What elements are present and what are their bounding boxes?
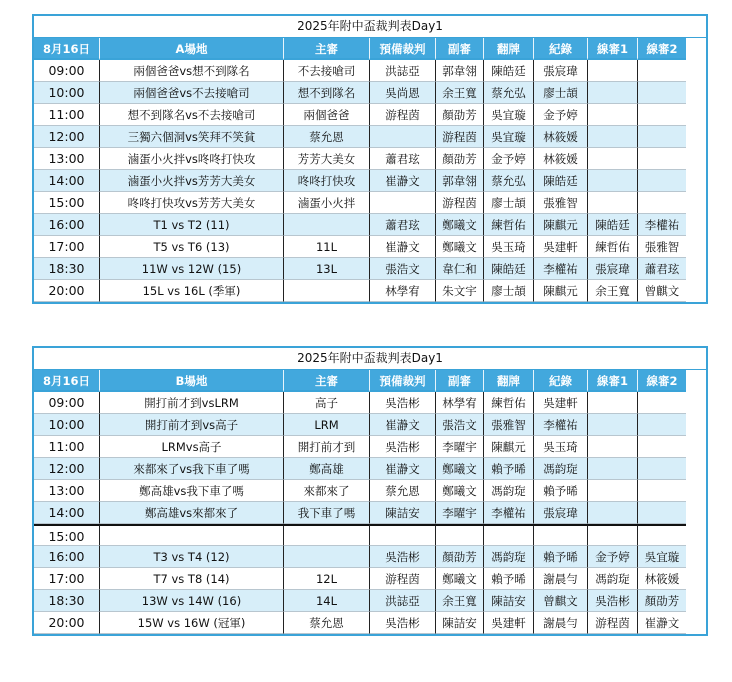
table-cell: 顏劭芳	[436, 546, 484, 568]
time-cell: 15:00	[34, 192, 100, 214]
table-cell: 賴予晞	[534, 480, 588, 502]
table-cell: 顏劭芳	[436, 148, 484, 170]
table-cell: 張雅智	[484, 414, 534, 436]
table-cell: 林筱媛	[534, 148, 588, 170]
table-cell	[638, 126, 686, 148]
table-cell: 練哲佑	[484, 214, 534, 236]
table-cell	[588, 60, 638, 82]
table-cell	[534, 524, 588, 546]
table-cell: 張宸瑋	[534, 502, 588, 524]
table-cell	[484, 524, 534, 546]
table-cell: 林筱媛	[638, 568, 686, 590]
table-cell	[638, 458, 686, 480]
table-cell: 張浩文	[370, 258, 436, 280]
table-cell: 廖士頡	[484, 192, 534, 214]
table-cell	[638, 502, 686, 524]
table-cell: 蕭君玹	[370, 214, 436, 236]
table-cell	[638, 480, 686, 502]
table-cell	[588, 480, 638, 502]
table-cell: 吳建軒	[534, 392, 588, 414]
column-header: 副審	[436, 38, 484, 60]
time-cell: 11:00	[34, 104, 100, 126]
table-cell: 林筱媛	[534, 126, 588, 148]
table-cell	[284, 214, 370, 236]
table-cell: 金予婷	[534, 104, 588, 126]
table-cell: 吳宜璇	[484, 126, 534, 148]
time-cell: 18:30	[34, 258, 100, 280]
table-cell	[588, 524, 638, 546]
table-cell: 顏劭芳	[638, 590, 686, 612]
table-cell: 陳皓廷	[534, 170, 588, 192]
table-cell	[588, 82, 638, 104]
time-cell: 18:30	[34, 590, 100, 612]
table-title: 2025年附中盃裁判表Day1	[34, 16, 706, 38]
table-cell: 練哲佑	[588, 236, 638, 258]
match-cell: 兩個爸爸vs想不到隊名	[100, 60, 284, 82]
table-cell: 吳建軒	[484, 612, 534, 634]
table-cell: 游程茵	[436, 126, 484, 148]
table-cell: 吳建軒	[534, 236, 588, 258]
table-cell: 林學宥	[370, 280, 436, 302]
table-cell	[638, 436, 686, 458]
table-cell: 鄭高雄	[284, 458, 370, 480]
table-cell: 余王寬	[436, 590, 484, 612]
table-cell	[638, 192, 686, 214]
table-cell: 謝晨勻	[534, 612, 588, 634]
table-cell	[588, 436, 638, 458]
table-cell: 馮韵琁	[484, 480, 534, 502]
table-cell: 陳詰安	[436, 612, 484, 634]
table-cell	[638, 414, 686, 436]
time-cell: 14:00	[34, 170, 100, 192]
table-cell	[638, 392, 686, 414]
time-cell: 10:00	[34, 82, 100, 104]
match-cell: T5 vs T6 (13)	[100, 236, 284, 258]
table-cell: 馮韵琁	[588, 568, 638, 590]
table-cell	[588, 126, 638, 148]
table-cell: 蔡允弘	[484, 170, 534, 192]
time-cell: 09:00	[34, 392, 100, 414]
table-cell: 來都來了	[284, 480, 370, 502]
match-cell: 想不到隊名vs不去接嗆司	[100, 104, 284, 126]
table-cell: 鄭曦文	[436, 568, 484, 590]
table-cell: 張宸瑋	[588, 258, 638, 280]
table-cell	[638, 104, 686, 126]
table-cell	[588, 414, 638, 436]
table-cell: 13L	[284, 258, 370, 280]
table-cell: 金予婷	[484, 148, 534, 170]
table-cell: 崔瀞文	[638, 612, 686, 634]
table-cell: 陳麒元	[534, 280, 588, 302]
column-header: 8月16日	[34, 38, 100, 60]
table-cell: 我下車了嗎	[284, 502, 370, 524]
column-header: 翻牌	[484, 370, 534, 392]
table-cell: 陳麒元	[534, 214, 588, 236]
time-cell: 14:00	[34, 502, 100, 524]
table-cell: 陳皓廷	[588, 214, 638, 236]
table-cell: 芳芳大美女	[284, 148, 370, 170]
table-cell: 不去接嗆司	[284, 60, 370, 82]
table-cell: 崔瀞文	[370, 458, 436, 480]
table-cell	[370, 524, 436, 546]
match-cell: 咚咚打快攻vs芳芳大美女	[100, 192, 284, 214]
table-cell	[588, 192, 638, 214]
table-cell: 余王寬	[436, 82, 484, 104]
table-cell: 練哲佑	[484, 392, 534, 414]
column-header: 主審	[284, 38, 370, 60]
table-cell: 11L	[284, 236, 370, 258]
time-cell: 16:00	[34, 214, 100, 236]
column-header: 副審	[436, 370, 484, 392]
table-cell: 吳尚恩	[370, 82, 436, 104]
match-cell	[100, 524, 284, 546]
table-cell: 李權祐	[534, 414, 588, 436]
table-cell: 洪誌亞	[370, 590, 436, 612]
table-cell: 廖士頡	[484, 280, 534, 302]
table-cell: 張浩文	[436, 414, 484, 436]
column-header: 主審	[284, 370, 370, 392]
match-cell: 11W vs 12W (15)	[100, 258, 284, 280]
table-cell: 陳詰安	[484, 590, 534, 612]
table-cell: 謝晨勻	[534, 568, 588, 590]
time-cell: 15:00	[34, 524, 100, 546]
column-header: 預備裁判	[370, 38, 436, 60]
table-cell: 韋仁和	[436, 258, 484, 280]
column-header: 預備裁判	[370, 370, 436, 392]
column-header: 8月16日	[34, 370, 100, 392]
table-cell: 余王寬	[588, 280, 638, 302]
table-cell	[588, 502, 638, 524]
table-cell: 郭韋翎	[436, 170, 484, 192]
table-cell	[436, 524, 484, 546]
match-cell: LRMvs高子	[100, 436, 284, 458]
match-cell: 兩個爸爸vs不去接嗆司	[100, 82, 284, 104]
column-header: 線審1	[588, 38, 638, 60]
time-cell: 16:00	[34, 546, 100, 568]
time-cell: 09:00	[34, 60, 100, 82]
table-cell: 蔡允恩	[284, 612, 370, 634]
time-cell: 20:00	[34, 280, 100, 302]
column-header: 翻牌	[484, 38, 534, 60]
table-cell: 吳浩彬	[588, 590, 638, 612]
table-cell: 高子	[284, 392, 370, 414]
table-cell: 游程茵	[588, 612, 638, 634]
table-cell: 李權祐	[638, 214, 686, 236]
match-cell: 15W vs 16W (冠軍)	[100, 612, 284, 634]
table-cell: 崔瀞文	[370, 170, 436, 192]
table-cell: 兩個爸爸	[284, 104, 370, 126]
table-cell: 游程茵	[370, 568, 436, 590]
match-cell: T3 vs T4 (12)	[100, 546, 284, 568]
table-cell: 吳宜璇	[484, 104, 534, 126]
table-cell: 曾麒文	[638, 280, 686, 302]
match-cell: 鄭高雄vs來都來了	[100, 502, 284, 524]
time-cell: 17:00	[34, 568, 100, 590]
table-cell: 游程茵	[370, 104, 436, 126]
table-cell: 林學宥	[436, 392, 484, 414]
match-cell: 鄭高雄vs我下車了嗎	[100, 480, 284, 502]
time-cell: 11:00	[34, 436, 100, 458]
venue-header: A場地	[100, 38, 284, 60]
table-cell: 馮韵琁	[484, 546, 534, 568]
table-cell: 14L	[284, 590, 370, 612]
table-cell	[588, 392, 638, 414]
time-cell: 20:00	[34, 612, 100, 634]
match-cell: 三獨六個洞vs笑拜不笑貧	[100, 126, 284, 148]
table-cell: 鄭曦文	[436, 214, 484, 236]
table-cell: 陳皓廷	[484, 258, 534, 280]
match-cell: 13W vs 14W (16)	[100, 590, 284, 612]
table-cell	[638, 60, 686, 82]
table-cell: 洪誌亞	[370, 60, 436, 82]
table-cell: 吳浩彬	[370, 546, 436, 568]
table-cell: 開打前才到	[284, 436, 370, 458]
time-cell: 13:00	[34, 480, 100, 502]
table-cell: 鄭曦文	[436, 458, 484, 480]
table-cell	[588, 170, 638, 192]
table-grid	[34, 38, 706, 302]
table-cell: 陳皓廷	[484, 60, 534, 82]
table-cell: 張宸瑋	[534, 60, 588, 82]
table-cell: 吳浩彬	[370, 436, 436, 458]
table-cell: 李曜宇	[436, 502, 484, 524]
table-cell: 賴予晞	[534, 546, 588, 568]
table-cell: 曾麒文	[534, 590, 588, 612]
table-cell: 12L	[284, 568, 370, 590]
table-cell	[284, 546, 370, 568]
match-cell: 15L vs 16L (季軍)	[100, 280, 284, 302]
time-cell: 17:00	[34, 236, 100, 258]
table-cell: 吳浩彬	[370, 392, 436, 414]
table-cell	[638, 82, 686, 104]
column-header: 線審1	[588, 370, 638, 392]
table-cell	[284, 524, 370, 546]
match-cell: T7 vs T8 (14)	[100, 568, 284, 590]
column-header: 線審2	[638, 38, 686, 60]
time-cell: 12:00	[34, 458, 100, 480]
column-header: 紀錄	[534, 38, 588, 60]
table-cell: 陳詰安	[370, 502, 436, 524]
table-cell	[588, 104, 638, 126]
table-cell	[638, 170, 686, 192]
table-cell: 顏劭芳	[436, 104, 484, 126]
table-cell: 鄭曦文	[436, 236, 484, 258]
match-cell: 來都來了vs我下車了嗎	[100, 458, 284, 480]
match-cell: 滷蛋小火拌vs咚咚打快攻	[100, 148, 284, 170]
table-cell: 李曜宇	[436, 436, 484, 458]
venue-header: B場地	[100, 370, 284, 392]
table-cell: 蕭君玹	[638, 258, 686, 280]
table-cell: 滷蛋小火拌	[284, 192, 370, 214]
table-cell: 吳玉琦	[534, 436, 588, 458]
schedule-table-a	[32, 14, 708, 304]
table-cell: 朱文宇	[436, 280, 484, 302]
column-header: 線審2	[638, 370, 686, 392]
table-cell	[370, 126, 436, 148]
table-cell: 賴予晞	[484, 458, 534, 480]
table-cell: 吳浩彬	[370, 612, 436, 634]
table-cell: 陳麒元	[484, 436, 534, 458]
table-cell: 游程茵	[436, 192, 484, 214]
table-cell	[370, 192, 436, 214]
match-cell: 開打前才到vs高子	[100, 414, 284, 436]
table-cell: LRM	[284, 414, 370, 436]
table-cell: 蔡允恩	[370, 480, 436, 502]
match-cell: 開打前才到vsLRM	[100, 392, 284, 414]
table-cell: 崔瀞文	[370, 414, 436, 436]
table-cell: 蔡允弘	[484, 82, 534, 104]
table-cell	[284, 280, 370, 302]
time-cell: 12:00	[34, 126, 100, 148]
schedule-table-b	[32, 346, 708, 636]
table-cell: 鄭曦文	[436, 480, 484, 502]
table-cell: 蔡允恩	[284, 126, 370, 148]
table-cell	[638, 148, 686, 170]
table-cell: 廖士頡	[534, 82, 588, 104]
table-cell: 李權祐	[484, 502, 534, 524]
table-cell	[588, 458, 638, 480]
time-cell: 13:00	[34, 148, 100, 170]
table-cell: 吳宜璇	[638, 546, 686, 568]
match-cell: 滷蛋小火拌vs芳芳大美女	[100, 170, 284, 192]
time-cell: 10:00	[34, 414, 100, 436]
match-cell: T1 vs T2 (11)	[100, 214, 284, 236]
table-cell: 李權祐	[534, 258, 588, 280]
column-header: 紀錄	[534, 370, 588, 392]
table-cell	[638, 524, 686, 546]
table-cell: 馮韵琁	[534, 458, 588, 480]
table-cell: 想不到隊名	[284, 82, 370, 104]
table-cell: 賴予晞	[484, 568, 534, 590]
table-cell	[588, 148, 638, 170]
table-cell: 張雅智	[638, 236, 686, 258]
table-cell: 吳玉琦	[484, 236, 534, 258]
table-cell: 咚咚打快攻	[284, 170, 370, 192]
table-cell: 崔瀞文	[370, 236, 436, 258]
table-cell: 金予婷	[588, 546, 638, 568]
table-grid	[34, 370, 706, 634]
table-cell: 郭韋翎	[436, 60, 484, 82]
table-cell: 蕭君玹	[370, 148, 436, 170]
table-title: 2025年附中盃裁判表Day1	[34, 348, 706, 370]
table-cell: 張雅智	[534, 192, 588, 214]
